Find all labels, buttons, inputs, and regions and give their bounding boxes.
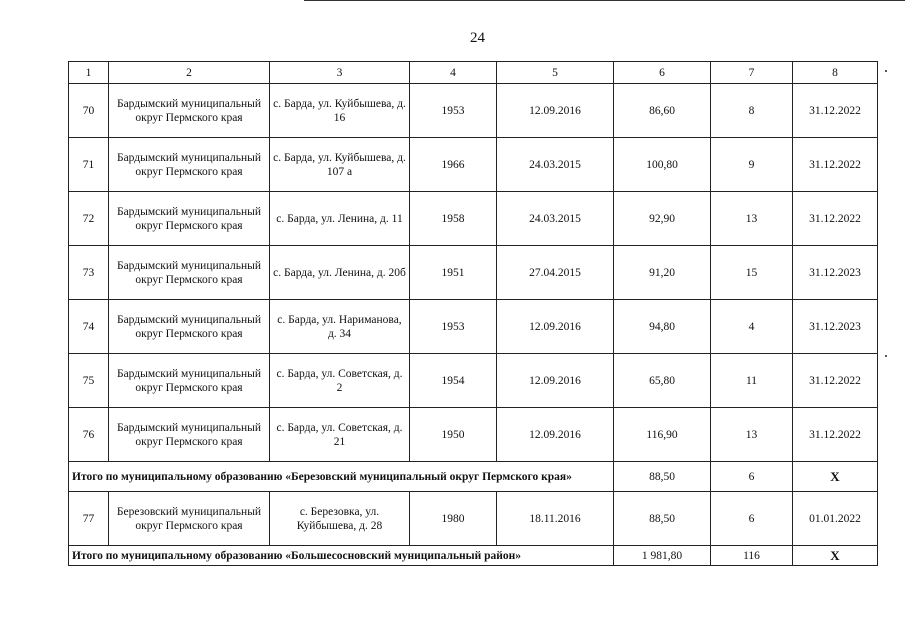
column-number: 1 (69, 62, 109, 84)
year-cell: 1951 (410, 246, 497, 300)
column-number: 2 (109, 62, 270, 84)
area-cell: 116,90 (614, 408, 711, 462)
count-cell: 13 (711, 408, 793, 462)
year-cell: 1980 (410, 492, 497, 546)
count-cell: 9 (711, 138, 793, 192)
subtotal-count: 6 (711, 462, 793, 492)
table-row (69, 300, 878, 354)
address-cell: с. Березовка, ул. Куйбышева, д. 28 (270, 492, 410, 546)
row-number: 75 (69, 354, 109, 408)
deadline-cell: 31.12.2022 (793, 84, 878, 138)
row-number: 71 (69, 138, 109, 192)
total-mark: X (793, 546, 878, 566)
count-cell: 4 (711, 300, 793, 354)
address-cell: с. Барда, ул. Куйбышева, д. 16 (270, 84, 410, 138)
municipality-cell: Бардымский муниципальный округ Пермского края (109, 354, 270, 408)
area-cell: 92,90 (614, 192, 711, 246)
address-cell: с. Барда, ул. Нариманова, д. 34 (270, 300, 410, 354)
table-row (69, 246, 878, 300)
date-cell: 12.09.2016 (497, 300, 614, 354)
municipality-cell: Бардымский муниципальный округ Пермского края (109, 84, 270, 138)
year-cell: 1953 (410, 84, 497, 138)
scan-speck (885, 70, 887, 72)
municipality-cell: Березовский муниципальный округ Пермского края (109, 492, 270, 546)
table-row (69, 84, 878, 138)
date-cell: 12.09.2016 (497, 408, 614, 462)
municipality-cell: Бардымский муниципальный округ Пермского края (109, 246, 270, 300)
area-cell: 91,20 (614, 246, 711, 300)
deadline-cell: 31.12.2023 (793, 246, 878, 300)
row-number: 77 (69, 492, 109, 546)
table-row (69, 492, 878, 546)
total-count: 116 (711, 546, 793, 566)
row-number: 73 (69, 246, 109, 300)
column-number: 3 (270, 62, 410, 84)
area-cell: 94,80 (614, 300, 711, 354)
page-number: 24 (470, 30, 485, 46)
count-cell: 11 (711, 354, 793, 408)
column-number: 5 (497, 62, 614, 84)
total-label: Итого по муниципальному образованию «Большесосновский муниципальный район» (69, 546, 614, 566)
municipality-cell: Бардымский муниципальный округ Пермского края (109, 408, 270, 462)
year-cell: 1950 (410, 408, 497, 462)
area-cell: 86,60 (614, 84, 711, 138)
address-cell: с. Барда, ул. Куйбышева, д. 107 а (270, 138, 410, 192)
municipality-cell: Бардымский муниципальный округ Пермского края (109, 192, 270, 246)
column-number-header-row (69, 62, 878, 84)
address-cell: с. Барда, ул. Советская, д. 21 (270, 408, 410, 462)
address-cell: с. Барда, ул. Ленина, д. 20б (270, 246, 410, 300)
deadline-cell: 31.12.2022 (793, 408, 878, 462)
date-cell: 24.03.2015 (497, 192, 614, 246)
date-cell: 12.09.2016 (497, 354, 614, 408)
year-cell: 1954 (410, 354, 497, 408)
deadline-cell: 31.12.2023 (793, 300, 878, 354)
subtotal-mark: X (793, 462, 878, 492)
row-number: 70 (69, 84, 109, 138)
subtotal-label: Итого по муниципальному образованию «Березовский муниципальный округ Пермского края» (69, 462, 614, 492)
address-cell: с. Барда, ул. Ленина, д. 11 (270, 192, 410, 246)
municipality-cell: Бардымский муниципальный округ Пермского края (109, 300, 270, 354)
date-cell: 24.03.2015 (497, 138, 614, 192)
count-cell: 8 (711, 84, 793, 138)
column-number: 8 (793, 62, 878, 84)
year-cell: 1958 (410, 192, 497, 246)
scan-speck (885, 355, 887, 357)
table-row (69, 408, 878, 462)
table-row (69, 354, 878, 408)
count-cell: 13 (711, 192, 793, 246)
housing-registry-table (68, 61, 878, 566)
date-cell: 27.04.2015 (497, 246, 614, 300)
top-rule (304, 0, 905, 1)
deadline-cell: 31.12.2022 (793, 354, 878, 408)
row-number: 74 (69, 300, 109, 354)
column-number: 4 (410, 62, 497, 84)
row-number: 76 (69, 408, 109, 462)
year-cell: 1966 (410, 138, 497, 192)
date-cell: 12.09.2016 (497, 84, 614, 138)
year-cell: 1953 (410, 300, 497, 354)
area-cell: 100,80 (614, 138, 711, 192)
table-row (69, 192, 878, 246)
area-cell: 65,80 (614, 354, 711, 408)
column-number: 7 (711, 62, 793, 84)
count-cell: 15 (711, 246, 793, 300)
date-cell: 18.11.2016 (497, 492, 614, 546)
column-number: 6 (614, 62, 711, 84)
deadline-cell: 01.01.2022 (793, 492, 878, 546)
deadline-cell: 31.12.2022 (793, 192, 878, 246)
count-cell: 6 (711, 492, 793, 546)
subtotal-area: 88,50 (614, 462, 711, 492)
area-cell: 88,50 (614, 492, 711, 546)
municipality-cell: Бардымский муниципальный округ Пермского края (109, 138, 270, 192)
row-number: 72 (69, 192, 109, 246)
total-area: 1 981,80 (614, 546, 711, 566)
deadline-cell: 31.12.2022 (793, 138, 878, 192)
subtotal-row (69, 462, 878, 492)
address-cell: с. Барда, ул. Советская, д. 2 (270, 354, 410, 408)
table-row (69, 138, 878, 192)
total-row (69, 546, 878, 566)
